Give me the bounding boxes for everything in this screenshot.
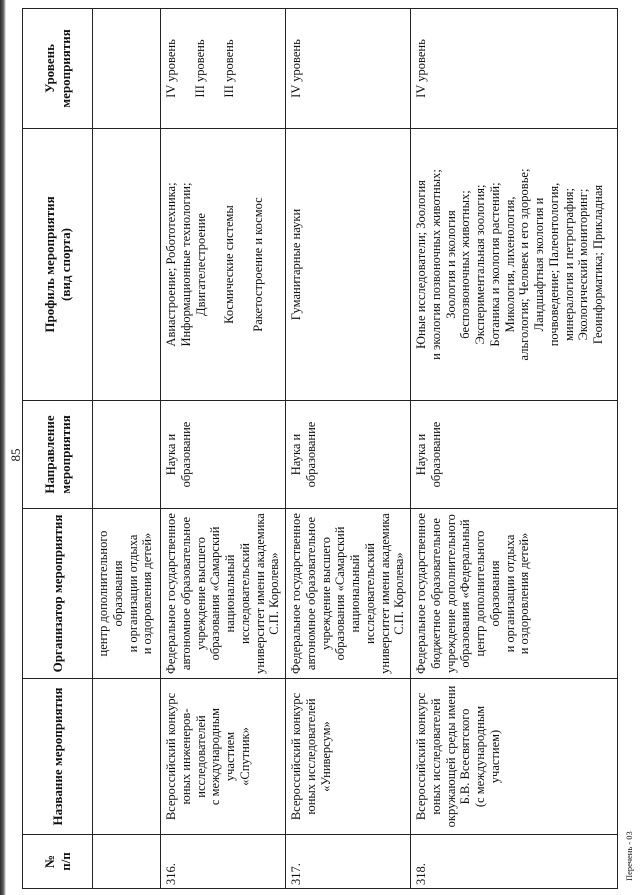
cell-organizer-line: образования: [487, 560, 502, 627]
cell-level-line: III уровень: [192, 39, 207, 98]
header-num-line: №: [42, 854, 58, 869]
cell-profile-line: и экология позвоночных животных;: [428, 169, 443, 360]
cell-organizer-line: Федеральное государственное: [164, 513, 178, 674]
group-spacer: [208, 132, 222, 397]
cell-name-line: Всероссийский конкурс: [164, 692, 178, 821]
cell-name-line: юных инженеров-: [178, 708, 193, 805]
cell-num: 316.: [161, 835, 286, 889]
header-direction-line: Направление: [42, 415, 58, 494]
cell-name-line: участием): [487, 729, 502, 784]
cell-profile-line: Космические системы: [222, 205, 237, 324]
cell-name: [161, 679, 286, 835]
cell-direction-line: Наука и образование: [414, 421, 443, 488]
table-header-row: [23, 9, 93, 889]
cell-organizer-line: образования «Федеральный: [458, 519, 473, 668]
cell-name-line: с международным участием: [208, 707, 237, 806]
cell-profile: [93, 129, 161, 401]
cell-organizer-line: автономное образовательное: [178, 516, 193, 671]
cell-organizer-line: учреждение высшего: [193, 536, 208, 651]
cell-organizer-line: и оздоровления детей»: [517, 532, 532, 655]
header-direction: [23, 401, 93, 509]
cell-name-line: (с международным: [473, 705, 487, 808]
group-spacer: [208, 12, 222, 125]
cell-name-line: Б.В. Всесвятского: [458, 708, 473, 805]
table-row: [161, 9, 286, 889]
cell-organizer-line: автономное образовательное: [303, 516, 318, 671]
header-level-line: Уровень: [42, 43, 58, 94]
table-row-continuation: [93, 9, 161, 889]
cell-name-line: окружающей среды имени: [443, 685, 458, 828]
cell-organizer-line: образования: [110, 560, 125, 627]
header-level: [23, 9, 93, 129]
cell-organizer-line: учреждение дополнительного: [443, 514, 458, 673]
cell-profile-line: почвоведение; Палеонтология,: [546, 182, 561, 347]
cell-profile-line: Ботаника и экология растений;: [487, 182, 502, 347]
header-profile-line: (вид спорта): [57, 228, 73, 301]
cell-direction-line: Наука и образование: [289, 421, 318, 488]
cell-organizer: [93, 509, 161, 679]
header-profile-line: Профиль мероприятия: [42, 196, 58, 333]
header-organizer: [23, 509, 93, 679]
group-spacer: [179, 12, 193, 125]
cell-profile-line: Ракетостроение и космос: [251, 197, 265, 332]
cell-profile: [161, 129, 286, 401]
cell-organizer-line: С.П. Королева»: [267, 552, 282, 635]
cell-profile-line: Зоология и экология: [443, 210, 458, 319]
cell-organizer-line: университет имени академика: [377, 513, 392, 674]
cell-direction-line: Наука и образование: [164, 421, 193, 488]
table-row: [411, 9, 618, 889]
cell-organizer-line: и организации отдыха: [502, 534, 517, 653]
cell-profile-line: Экспериментальная зоология;: [473, 184, 487, 345]
cell-level: [411, 9, 618, 129]
cell-num: 317.: [286, 835, 411, 889]
cell-num: [93, 835, 161, 889]
cell-organizer-line: национальный: [348, 554, 362, 633]
cell-profile-line: Юные исследователи; Зоология: [414, 180, 428, 349]
cell-level-line: IV уровень: [414, 39, 428, 98]
cell-profile-line: Информационные технологии;: [178, 182, 193, 347]
cell-name-line: Всероссийский конкурс: [414, 692, 428, 821]
cell-profile-line: Ландшафтная экология и: [532, 197, 546, 332]
cell-organizer-line: университет имени академика: [252, 513, 267, 674]
cell-organizer-line: исследовательский: [362, 543, 377, 644]
page-number: 85: [8, 448, 23, 462]
header-name-line: Название мероприятия: [49, 687, 65, 826]
cell-direction: [411, 401, 618, 509]
cell-profile-line: Авиастроение; Робототехника;: [164, 182, 178, 347]
cell-direction: [93, 401, 161, 509]
cell-name-line: юных исследователей: [428, 698, 443, 815]
cell-level: [161, 9, 286, 129]
cell-profile-line: минералогия и петрография;: [561, 187, 576, 342]
cell-profile-line: беспозвоночных животных;: [458, 190, 473, 339]
cell-organizer-line: и оздоровления детей»: [140, 532, 155, 655]
cell-name-line: Всероссийский конкурс: [289, 692, 303, 821]
cell-organizer: [286, 509, 411, 679]
header-direction-line: мероприятия: [57, 415, 73, 494]
cell-organizer-line: С.П. Королева»: [392, 552, 407, 635]
cell-profile-line: Гуманитарные науки: [289, 208, 303, 321]
cell-profile: [411, 129, 618, 401]
cell-name: [93, 679, 161, 835]
footer-note: Перечень - 03: [624, 831, 634, 881]
cell-name-line: юных исследователей: [303, 698, 318, 815]
cell-organizer-line: образования «Самарский: [333, 526, 348, 661]
cell-profile-line: Микология, лихенология,: [502, 196, 517, 333]
cell-organizer-line: образования «Самарский: [208, 526, 223, 661]
cell-level: [286, 9, 411, 129]
cell-organizer: [161, 509, 286, 679]
header-organizer-line: Организатор мероприятия: [49, 514, 65, 673]
events-table: [22, 8, 618, 889]
cell-organizer-line: учреждение высшего: [318, 536, 333, 651]
cell-level: [93, 9, 161, 129]
cell-level-line: IV уровень: [164, 39, 178, 98]
cell-organizer-line: центр дополнительного: [473, 530, 487, 657]
header-num-line: п/п: [57, 852, 73, 871]
cell-name: [286, 679, 411, 835]
cell-name: [411, 679, 618, 835]
cell-name-line: «Спутник»: [237, 727, 252, 786]
header-name: [23, 679, 93, 835]
cell-name-line: «Универсум»: [318, 721, 333, 792]
cell-organizer-line: Федеральное государственное: [414, 513, 428, 674]
cell-profile-line: Двигателестроение: [193, 213, 208, 316]
cell-organizer: [411, 509, 618, 679]
cell-profile-line: альгология; Человек и его здоровье;: [517, 168, 532, 361]
cell-profile: [286, 129, 411, 401]
cell-organizer-line: Федеральное государственное: [289, 513, 303, 674]
cell-name-line: исследователей: [193, 715, 208, 798]
table-row: [286, 9, 411, 889]
header-num: [23, 835, 93, 889]
group-spacer: [237, 132, 251, 397]
cell-direction: [161, 401, 286, 509]
header-level-line: мероприятия: [57, 29, 73, 108]
cell-organizer-line: и организации отдыха: [125, 534, 140, 653]
cell-level-line: III уровень: [221, 39, 236, 98]
cell-organizer-line: национальный: [223, 554, 237, 633]
cell-organizer-line: бюджетное образовательное: [428, 518, 443, 669]
cell-direction: [286, 401, 411, 509]
cell-level-line: IV уровень: [289, 39, 303, 98]
cell-profile-line: Экологический мониторинг;: [576, 188, 591, 341]
cell-profile-line: Геоинформатика; Прикладная: [591, 184, 605, 345]
cell-num: 318.: [411, 835, 618, 889]
cell-organizer-line: центр дополнительного: [96, 530, 110, 657]
cell-organizer-line: исследовательский: [237, 543, 252, 644]
header-profile: [23, 129, 93, 401]
